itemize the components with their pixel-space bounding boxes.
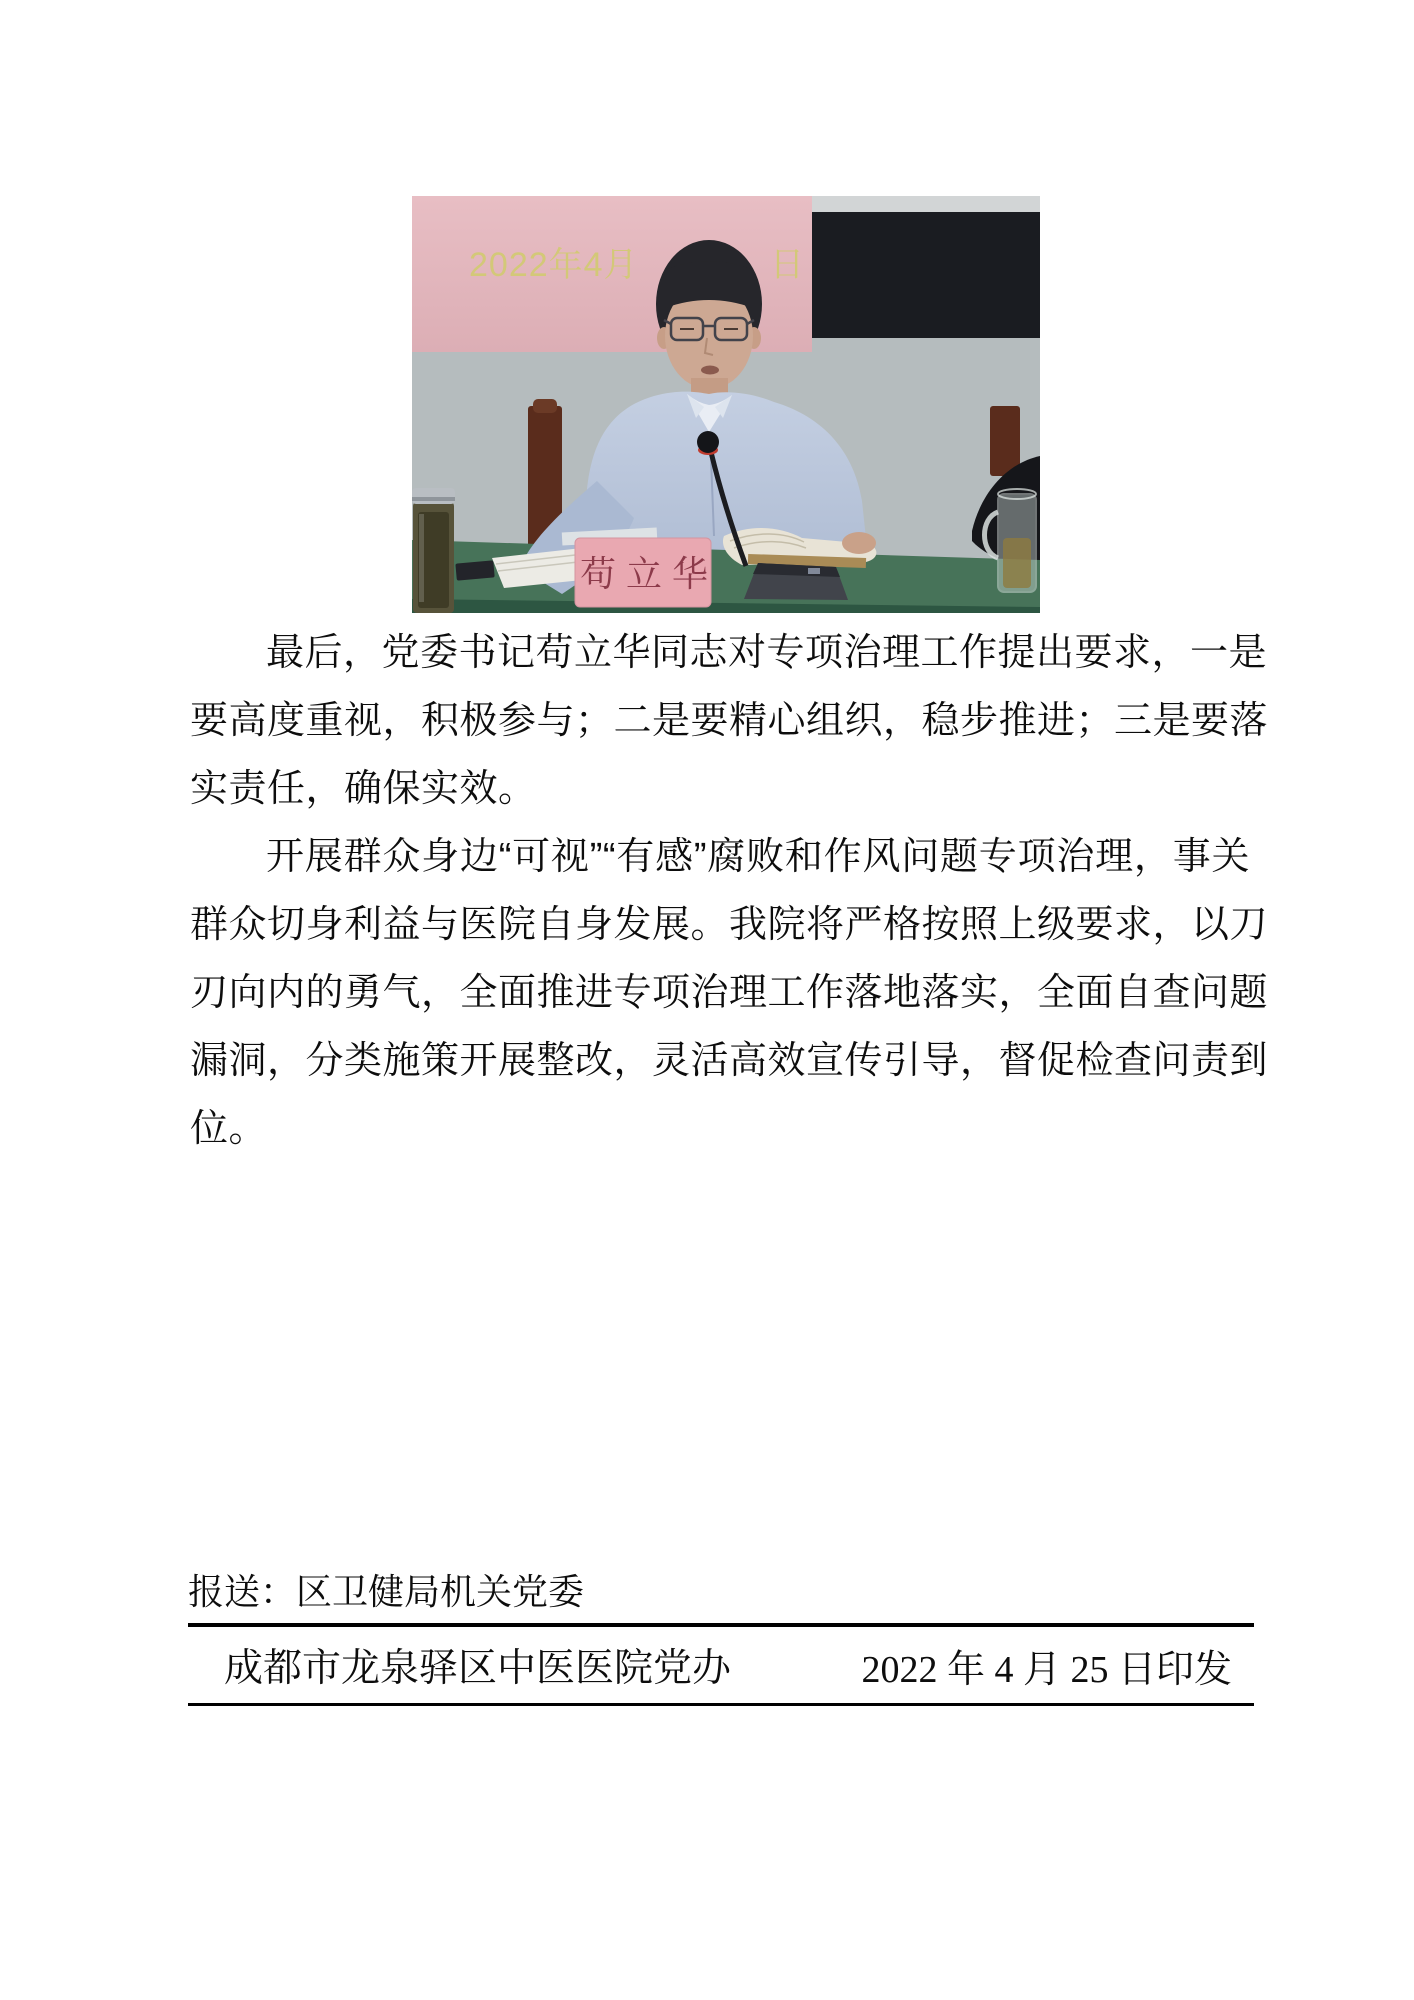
paragraph-2: [190, 823, 1269, 1163]
body-line: 实责任，确保实效。: [190, 768, 537, 810]
issue-row: [188, 1627, 1254, 1703]
name-card: [575, 538, 718, 607]
body-line: 漏洞，分类施策开展整改，灵活高效宣传引导，督促检查问责到: [190, 1040, 1269, 1082]
body-line: 最后，党委书记苟立华同志对专项治理工作提出要求，一是: [266, 632, 1268, 674]
meeting-photo: [412, 196, 1040, 613]
body-line: 要高度重视，积极参与；二是要精心组织，稳步推进；三是要落: [190, 700, 1269, 742]
document-body: [190, 619, 1269, 1163]
screen-date-text: 2022年4月: [469, 246, 639, 284]
wooden-chair-right: [990, 406, 1020, 476]
dark-board: [812, 212, 1040, 338]
body-line: 位。: [190, 1108, 268, 1150]
body-line: 群众切身利益与医院自身发展。我院将严格按照上级要求，以刀: [190, 904, 1269, 946]
recorder: [455, 560, 494, 580]
print-date: 2022 年 4 月 25 日印发: [861, 1648, 1232, 1691]
board-top-strip: [812, 196, 1040, 212]
footer-rule-bottom: [188, 1703, 1254, 1706]
cc-line: 报送：区卫健局机关党委: [188, 1571, 585, 1612]
right-hand: [842, 532, 876, 554]
name-card-text: 苟立华: [580, 553, 719, 594]
body-line: 开展群众身边“可视”“有感”腐败和作风问题专项治理，事关: [266, 836, 1250, 878]
body-line: 刃向内的勇气，全面推进专项治理工作落地落实，全面自查问题: [190, 972, 1269, 1014]
screen-date-text-2: 日: [770, 246, 804, 284]
issuer-name: 成都市龙泉驿区中医医院党办: [224, 1647, 732, 1690]
paragraph-1: [190, 619, 1269, 823]
meeting-photo-graphic: [412, 196, 1040, 613]
document-footer: [188, 1570, 1254, 1706]
tea-jar: [412, 488, 455, 613]
